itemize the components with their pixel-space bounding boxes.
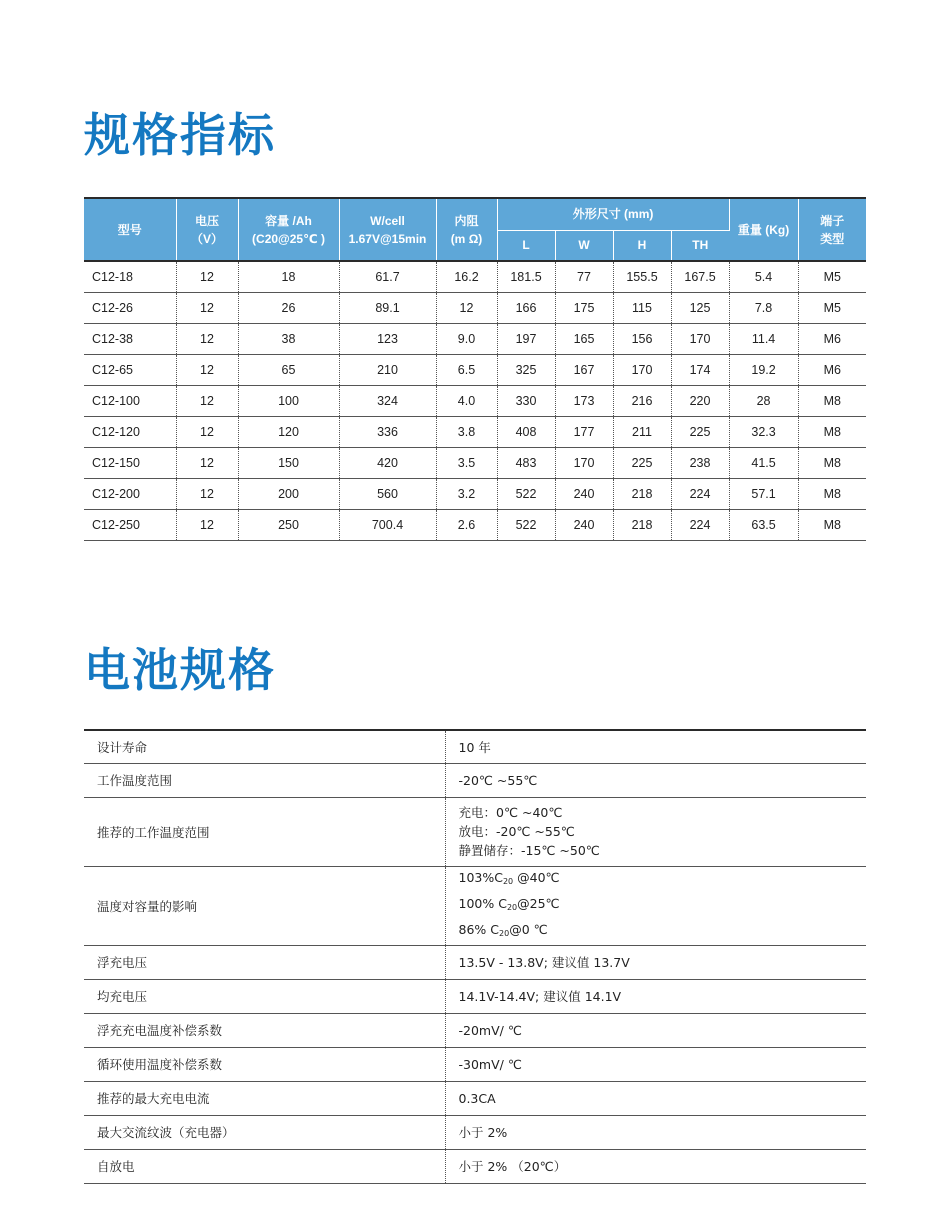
cell-height: 115 bbox=[613, 293, 671, 324]
equalize-voltage-label: 均充电压 bbox=[84, 979, 445, 1013]
cell-terminal: M5 bbox=[798, 261, 866, 293]
cell-resistance: 3.2 bbox=[436, 479, 497, 510]
header-width: W bbox=[555, 230, 613, 261]
design-life-value: 10 年 bbox=[445, 730, 866, 763]
cell-length: 408 bbox=[497, 417, 555, 448]
cell-width: 173 bbox=[555, 386, 613, 417]
cell-terminal: M8 bbox=[798, 510, 866, 541]
cell-length: 330 bbox=[497, 386, 555, 417]
cell-resistance: 16.2 bbox=[436, 261, 497, 293]
cell-total-height: 174 bbox=[671, 355, 729, 386]
cell-height: 156 bbox=[613, 324, 671, 355]
table-row bbox=[84, 1047, 866, 1081]
cell-capacity: 120 bbox=[238, 417, 339, 448]
spec-table-body bbox=[84, 261, 866, 541]
spec-section-title: 规格指标 bbox=[84, 108, 276, 162]
cell-weight: 28 bbox=[729, 386, 798, 417]
table-row bbox=[84, 261, 866, 293]
cell-resistance: 3.5 bbox=[436, 448, 497, 479]
cell-weight: 32.3 bbox=[729, 417, 798, 448]
cell-voltage: 12 bbox=[176, 324, 238, 355]
cell-capacity: 18 bbox=[238, 261, 339, 293]
cell-total-height: 238 bbox=[671, 448, 729, 479]
table-row bbox=[84, 1115, 866, 1149]
cell-wcell: 210 bbox=[339, 355, 436, 386]
cell-width: 240 bbox=[555, 479, 613, 510]
table-row bbox=[84, 417, 866, 448]
cell-resistance: 6.5 bbox=[436, 355, 497, 386]
temp-effect-label: 温度对容量的影响 bbox=[84, 866, 445, 945]
capacity-40c: $103\%C_{20}$ @40℃ bbox=[458, 869, 560, 886]
cell-model: C12-250 bbox=[84, 510, 176, 541]
cell-terminal: M5 bbox=[798, 293, 866, 324]
cell-capacity: 100 bbox=[238, 386, 339, 417]
table-row bbox=[84, 797, 866, 866]
spec-table bbox=[84, 197, 866, 541]
cell-height: 216 bbox=[613, 386, 671, 417]
capacity-25c: 100% $C_{20}@25℃$ bbox=[458, 895, 560, 912]
cell-weight: 63.5 bbox=[729, 510, 798, 541]
float-comp-label: 浮充充电温度补偿系数 bbox=[84, 1013, 445, 1047]
cell-wcell: 123 bbox=[339, 324, 436, 355]
header-wcell: W/cell 1.67V@15min bbox=[339, 198, 436, 261]
cell-total-height: 125 bbox=[671, 293, 729, 324]
cell-model: C12-200 bbox=[84, 479, 176, 510]
cell-terminal: M6 bbox=[798, 355, 866, 386]
cell-resistance: 9.0 bbox=[436, 324, 497, 355]
operating-temp-label: 工作温度范围 bbox=[84, 763, 445, 797]
max-charge-value: 0.3CA bbox=[445, 1081, 866, 1115]
cell-wcell: 420 bbox=[339, 448, 436, 479]
table-row bbox=[84, 945, 866, 979]
table-row bbox=[84, 1081, 866, 1115]
cycle-comp-value: -30mV/ ℃ bbox=[445, 1047, 866, 1081]
float-comp-value: -20mV/ ℃ bbox=[445, 1013, 866, 1047]
cell-voltage: 12 bbox=[176, 355, 238, 386]
cell-capacity: 65 bbox=[238, 355, 339, 386]
cell-total-height: 220 bbox=[671, 386, 729, 417]
design-life-label: 设计寿命 bbox=[84, 730, 445, 763]
recommended-temp-value bbox=[445, 797, 866, 866]
cycle-comp-label: 循环使用温度补偿系数 bbox=[84, 1047, 445, 1081]
self-discharge-label: 自放电 bbox=[84, 1149, 445, 1183]
cell-width: 175 bbox=[555, 293, 613, 324]
cell-length: 483 bbox=[497, 448, 555, 479]
cell-width: 240 bbox=[555, 510, 613, 541]
cell-length: 181.5 bbox=[497, 261, 555, 293]
table-row bbox=[84, 866, 866, 945]
cell-capacity: 250 bbox=[238, 510, 339, 541]
cell-terminal: M8 bbox=[798, 386, 866, 417]
cell-height: 218 bbox=[613, 510, 671, 541]
table-row bbox=[84, 324, 866, 355]
equalize-voltage-value: 14.1V-14.4V; 建议值 14.1V bbox=[445, 979, 866, 1013]
header-dimensions: 外形尺寸 (mm) bbox=[497, 198, 729, 230]
cell-voltage: 12 bbox=[176, 386, 238, 417]
cell-total-height: 170 bbox=[671, 324, 729, 355]
cell-length: 166 bbox=[497, 293, 555, 324]
cell-width: 177 bbox=[555, 417, 613, 448]
cell-model: C12-65 bbox=[84, 355, 176, 386]
cell-width: 165 bbox=[555, 324, 613, 355]
cell-weight: 7.8 bbox=[729, 293, 798, 324]
temp-effect-value bbox=[445, 866, 866, 945]
capacity-0c: 86% $C_{20}@0$ ℃ bbox=[458, 921, 548, 938]
cell-total-height: 167.5 bbox=[671, 261, 729, 293]
battery-section-title: 电池规格 bbox=[84, 643, 276, 697]
cell-wcell: 61.7 bbox=[339, 261, 436, 293]
cell-voltage: 12 bbox=[176, 261, 238, 293]
cell-length: 522 bbox=[497, 510, 555, 541]
cell-wcell: 700.4 bbox=[339, 510, 436, 541]
discharge-temp: 放电：-20℃ ~55℃ bbox=[458, 824, 575, 839]
cell-model: C12-120 bbox=[84, 417, 176, 448]
charge-temp: 充电：0℃ ~40℃ bbox=[458, 805, 563, 820]
cell-model: C12-38 bbox=[84, 324, 176, 355]
cell-weight: 5.4 bbox=[729, 261, 798, 293]
header-voltage: 电压 （V） bbox=[176, 198, 238, 261]
table-row bbox=[84, 479, 866, 510]
header-capacity: 容量 /Ah (C20@25℃ ) bbox=[238, 198, 339, 261]
cell-capacity: 200 bbox=[238, 479, 339, 510]
cell-weight: 11.4 bbox=[729, 324, 798, 355]
cell-width: 167 bbox=[555, 355, 613, 386]
header-weight: 重量 (Kg) bbox=[729, 198, 798, 261]
self-discharge-value: 小于 2% （20℃） bbox=[445, 1149, 866, 1183]
cell-total-height: 224 bbox=[671, 479, 729, 510]
cell-capacity: 150 bbox=[238, 448, 339, 479]
cell-resistance: 3.8 bbox=[436, 417, 497, 448]
ripple-label: 最大交流纹波（充电器） bbox=[84, 1115, 445, 1149]
cell-voltage: 12 bbox=[176, 293, 238, 324]
header-terminal: 端子 类型 bbox=[798, 198, 866, 261]
cell-voltage: 12 bbox=[176, 448, 238, 479]
cell-model: C12-26 bbox=[84, 293, 176, 324]
cell-wcell: 324 bbox=[339, 386, 436, 417]
header-model: 型号 bbox=[84, 198, 176, 261]
cell-total-height: 225 bbox=[671, 417, 729, 448]
ripple-value: 小于 2% bbox=[445, 1115, 866, 1149]
cell-capacity: 38 bbox=[238, 324, 339, 355]
battery-spec-table bbox=[84, 729, 866, 1184]
cell-length: 325 bbox=[497, 355, 555, 386]
cell-terminal: M8 bbox=[798, 448, 866, 479]
cell-resistance: 4.0 bbox=[436, 386, 497, 417]
header-resistance: 内阻 (m Ω) bbox=[436, 198, 497, 261]
operating-temp-value: -20℃ ~55℃ bbox=[445, 763, 866, 797]
table-row bbox=[84, 293, 866, 324]
float-voltage-label: 浮充电压 bbox=[84, 945, 445, 979]
cell-width: 77 bbox=[555, 261, 613, 293]
cell-terminal: M8 bbox=[798, 417, 866, 448]
table-row bbox=[84, 1149, 866, 1183]
cell-model: C12-18 bbox=[84, 261, 176, 293]
cell-wcell: 560 bbox=[339, 479, 436, 510]
cell-model: C12-150 bbox=[84, 448, 176, 479]
table-row bbox=[84, 979, 866, 1013]
cell-terminal: M6 bbox=[798, 324, 866, 355]
cell-weight: 41.5 bbox=[729, 448, 798, 479]
cell-voltage: 12 bbox=[176, 417, 238, 448]
cell-weight: 19.2 bbox=[729, 355, 798, 386]
cell-model: C12-100 bbox=[84, 386, 176, 417]
recommended-temp-label: 推荐的工作温度范围 bbox=[84, 797, 445, 866]
cell-height: 155.5 bbox=[613, 261, 671, 293]
table-row bbox=[84, 763, 866, 797]
cell-total-height: 224 bbox=[671, 510, 729, 541]
table-row bbox=[84, 510, 866, 541]
cell-height: 218 bbox=[613, 479, 671, 510]
header-height: H bbox=[613, 230, 671, 261]
cell-resistance: 12 bbox=[436, 293, 497, 324]
float-voltage-value: 13.5V - 13.8V; 建议值 13.7V bbox=[445, 945, 866, 979]
cell-wcell: 89.1 bbox=[339, 293, 436, 324]
cell-weight: 57.1 bbox=[729, 479, 798, 510]
header-length: L bbox=[497, 230, 555, 261]
cell-width: 170 bbox=[555, 448, 613, 479]
table-row bbox=[84, 1013, 866, 1047]
cell-resistance: 2.6 bbox=[436, 510, 497, 541]
table-row bbox=[84, 386, 866, 417]
max-charge-label: 推荐的最大充电电流 bbox=[84, 1081, 445, 1115]
table-row bbox=[84, 355, 866, 386]
header-total-height: TH bbox=[671, 230, 729, 261]
table-row bbox=[84, 730, 866, 763]
cell-capacity: 26 bbox=[238, 293, 339, 324]
cell-height: 211 bbox=[613, 417, 671, 448]
cell-terminal: M8 bbox=[798, 479, 866, 510]
table-row bbox=[84, 448, 866, 479]
cell-height: 225 bbox=[613, 448, 671, 479]
storage-temp: 静置储存：-15℃ ~50℃ bbox=[458, 843, 600, 858]
cell-wcell: 336 bbox=[339, 417, 436, 448]
cell-length: 522 bbox=[497, 479, 555, 510]
cell-height: 170 bbox=[613, 355, 671, 386]
cell-voltage: 12 bbox=[176, 510, 238, 541]
cell-length: 197 bbox=[497, 324, 555, 355]
cell-voltage: 12 bbox=[176, 479, 238, 510]
